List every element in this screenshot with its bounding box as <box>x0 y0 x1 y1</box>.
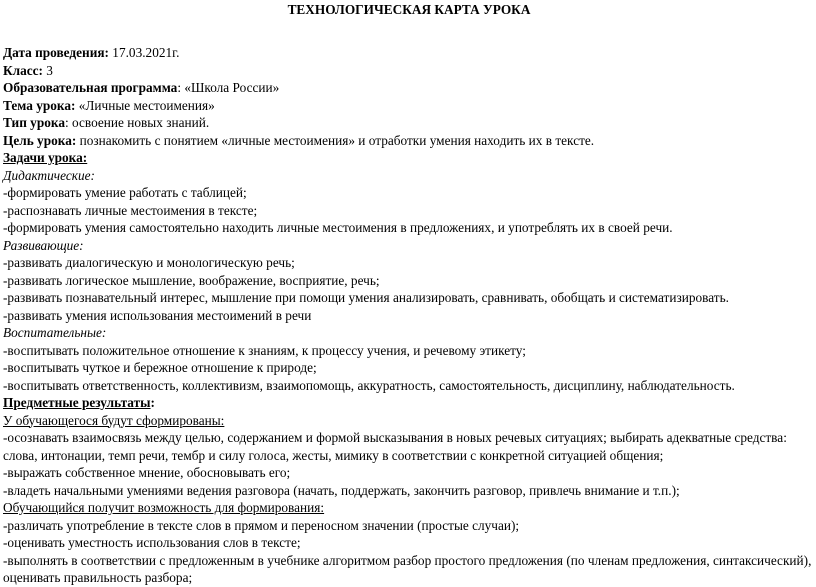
topic-value: «Личные местоимения» <box>75 97 215 113</box>
date-label: Дата проведения: <box>3 45 109 60</box>
list-item: -воспитывать положительное отношение к знаниям, к процессу учения, и речевому этикету; <box>3 342 526 358</box>
opportunity-heading: Обучающийся получит возможность для формирования: <box>3 500 325 515</box>
grade-label: Класс: <box>3 62 43 78</box>
topic-label: Тема урока: <box>3 97 76 113</box>
goal-line <box>3 132 815 150</box>
tasks-heading: Задачи урока: <box>3 150 88 165</box>
formed-heading: У обучающегося будут сформированы: <box>3 412 225 428</box>
developing-heading: Развивающие: <box>3 237 84 253</box>
document-body <box>3 44 815 587</box>
date-line <box>3 44 815 62</box>
list-item: -развивать логическое мышление, воображение, восприятие, речь; <box>3 272 380 288</box>
document-title: ТЕХНОЛОГИЧЕСКАЯ КАРТА УРОКА <box>287 2 531 17</box>
grade-value: 3 <box>42 62 53 78</box>
list-item: -формировать умение работать с таблицей; <box>3 185 247 200</box>
list-item: -развивать умения использования местоимений в речи <box>3 307 312 323</box>
list-item: -владеть начальными умениями ведения разговора (начать, поддержать, закончить разговор, привлечь внимание и т.п.); <box>3 482 680 498</box>
subject-results-colon: : <box>150 395 155 410</box>
list-item: -различать употребление в тексте слов в прямом и переносном значении (простые случаи); <box>3 517 520 533</box>
grade-line <box>3 62 815 80</box>
type-label: Тип урока <box>3 115 65 130</box>
subject-results-heading <box>3 394 815 412</box>
program-value: : «Школа России» <box>177 80 280 95</box>
subject-results-label: Предметные результаты <box>3 395 151 410</box>
list-item: -развивать диалогическую и монологическую речь; <box>3 255 295 270</box>
program-line <box>3 79 815 97</box>
list-item: -осознавать взаимосвязь между целью, содержанием и формой высказывания в новых речевых ситуациях; выбирать адекватные средства: слова, интонации, темп речи, тембр и силу голоса, жесты, мимику в соответствии с конкретной ситуацией общения; <box>3 430 787 463</box>
list-item: -воспитывать ответственность, коллективизм, взаимопомощь, аккуратность, самостоятельность, дисциплину, наблюдательность. <box>3 377 735 393</box>
list-item: -распознавать личные местоимения в тексте; <box>3 202 258 218</box>
program-label: Образовательная программа <box>3 80 178 95</box>
type-line <box>3 114 815 132</box>
list-item: -развивать познавательный интерес, мышление при помощи умения анализировать, сравнивать, обобщать и систематизировать. <box>3 290 729 305</box>
list-item: -выражать собственное мнение, обосновывать его; <box>3 465 291 480</box>
didactic-heading: Дидактические: <box>3 167 95 183</box>
list-item: -воспитывать чуткое и бережное отношение к природе; <box>3 360 317 375</box>
educational-heading: Воспитательные: <box>3 325 107 340</box>
goal-value: познакомить с понятием «личные местоимения» и отработки умения находить их в тексте. <box>76 132 595 148</box>
goal-label: Цель урока: <box>3 132 77 148</box>
type-value: : освоение новых знаний. <box>65 115 210 130</box>
list-item: -выполнять в соответствии с предложенным в учебнике алгоритмом разбор простого предложения (по членам предложения, синтаксический), оценивать правильность разбора; <box>3 552 812 585</box>
topic-line <box>3 97 815 115</box>
list-item: -формировать умения самостоятельно находить личные местоимения в предложениях, и употреблять их в своей речи. <box>3 220 673 235</box>
date-value: 17.03.2021г. <box>108 45 180 60</box>
list-item: -оценивать уместность использования слов в тексте; <box>3 535 301 550</box>
